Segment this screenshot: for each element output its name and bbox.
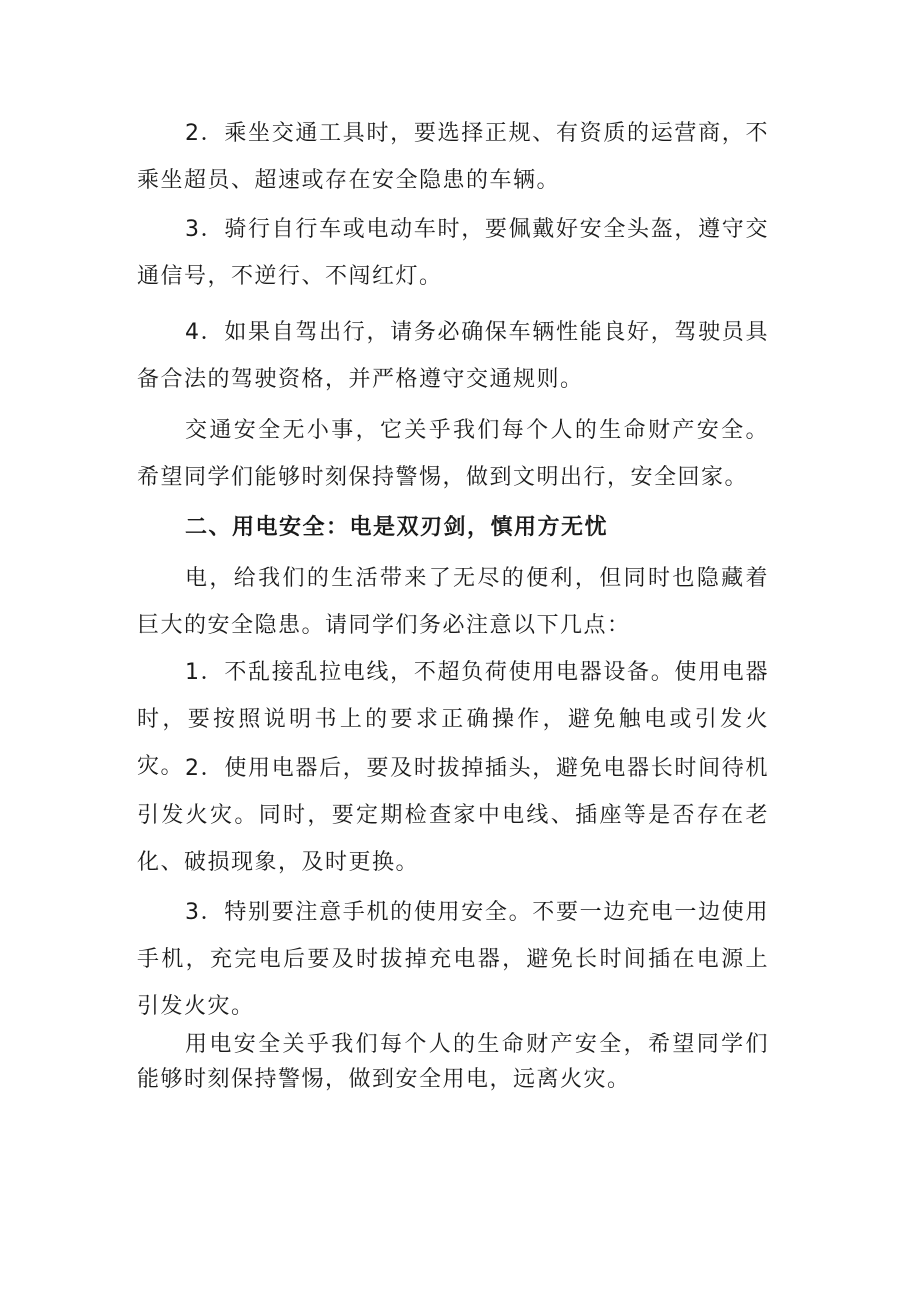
paragraph-transport-4: 4．如果自驾出行，请务必确保车辆性能良好，驾驶员具备合法的驾驶资格，并严格遵守交通规则。 [137, 320, 769, 392]
paragraph-electricity-intro: 电，给我们的生活带来了无尽的便利，但同时也隐藏着巨大的安全隐患。请同学们务必注意以下几点： [137, 566, 769, 638]
paragraph-electricity-1: 1．不乱接乱拉电线，不超负荷使用电器设备。使用电器时，要按照说明书上的要求正确操作，避免触电或引发火灾。 [137, 660, 769, 779]
paragraph-transport-3: 3．骑行自行车或电动车时，要佩戴好安全头盔，遵守交通信号，不逆行、不闯红灯。 [137, 217, 769, 289]
paragraph-electricity-summary: 用电安全关乎我们每个人的生命财产安全，希望同学们能够时刻保持警惕，做到安全用电，远离火灾。 [137, 1032, 769, 1092]
paragraph-transport-2: 2．乘坐交通工具时，要选择正规、有资质的运营商，不乘坐超员、超速或存在安全隐患的车辆。 [137, 121, 769, 193]
paragraph-transport-summary: 交通安全无小事，它关乎我们每个人的生命财产安全。希望同学们能够时刻保持警惕，做到文明出行，安全回家。 [137, 418, 769, 490]
paragraph-electricity-2: 2．使用电器后，要及时拔掉插头，避免电器长时间待机引发火灾。同时，要定期检查家中电线、插座等是否存在老化、破损现象，及时更换。 [137, 756, 769, 875]
paragraph-electricity-3: 3．特别要注意手机的使用安全。不要一边充电一边使用手机，充完电后要及时拔掉充电器，避免长时间插在电源上引发火灾。 [137, 900, 769, 1019]
section-heading-electricity: 二、用电安全：电是双刃剑，慎用方无忧 [185, 515, 609, 540]
